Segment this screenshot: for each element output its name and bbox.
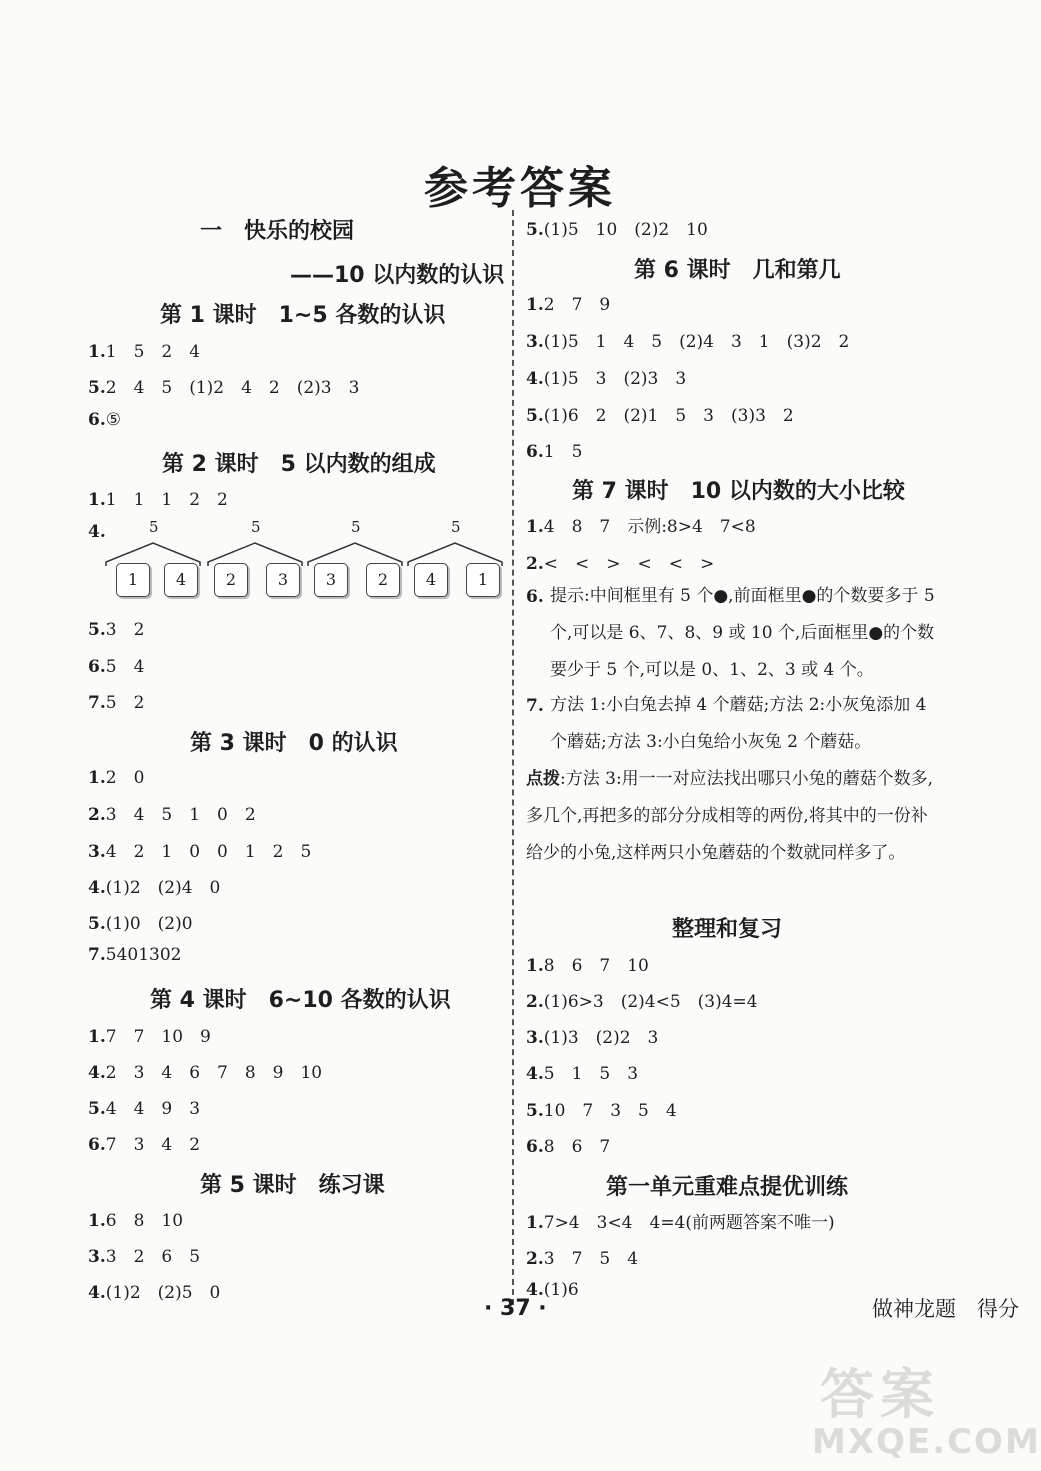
answer-row: 6.1 5 — [526, 442, 583, 462]
watermark-url: MXQE.COM — [812, 1422, 1041, 1462]
answer-row: 3.4 2 1 0 0 1 2 5 — [88, 842, 312, 862]
composition-box: 3 — [314, 563, 348, 597]
composition-total: 5 — [149, 518, 159, 536]
answer-row: 3.(1)5 1 4 5 (2)4 3 1 (3)2 2 — [526, 332, 850, 352]
lesson-3-heading: 第 3 课时 0 的认识 — [190, 731, 398, 756]
question-number: 4. — [88, 522, 106, 542]
answer-row: 1.8 6 7 10 — [526, 956, 649, 976]
composition-box: 4 — [164, 563, 198, 597]
answer-row: 2.3 4 5 1 0 2 — [88, 805, 256, 825]
lesson-2-heading: 第 2 课时 5 以内数的组成 — [162, 452, 436, 477]
answer-row: 5.4 4 9 3 — [88, 1099, 201, 1119]
lesson-4-heading: 第 4 课时 6~10 各数的认识 — [150, 988, 451, 1013]
answer-row: 3.3 2 6 5 — [88, 1247, 201, 1267]
answer-row: 4.(1)5 3 (2)3 3 — [526, 369, 687, 389]
answer-row: 4.(1)2 (2)4 0 — [88, 878, 221, 898]
answer-row: 5.3 2 — [88, 620, 145, 640]
answer-row: 2.< < > < < > — [526, 554, 715, 574]
composition-total: 5 — [351, 518, 361, 536]
composition-box: 1 — [466, 563, 500, 597]
answer-row: 5.(1)5 10 (2)2 10 — [526, 220, 708, 240]
composition-box: 3 — [266, 563, 300, 597]
answer-row: 1.1 5 2 4 — [88, 342, 201, 362]
answer-row: 1.7 7 10 9 — [88, 1027, 211, 1047]
tip-label: 点拨 — [526, 769, 560, 789]
answer-row: 1.7>4 3<4 4=4(前两题答案不唯一) — [526, 1213, 835, 1233]
training-heading: 第一单元重难点提优训练 — [606, 1175, 849, 1200]
answer-row: 5.2 4 5 (1)2 4 2 (2)3 3 — [88, 378, 360, 398]
answer-row: 4.5 1 5 3 — [526, 1064, 639, 1084]
answer-row: 6.⑤ — [88, 410, 121, 430]
lesson-5-heading: 第 5 课时 练习课 — [200, 1173, 385, 1198]
answer-paragraph: 方法 1:小白兔去掉 4 个蘑菇;方法 2:小灰兔添加 4 个蘑菇;方法 3:小白兔给小灰兔 2 个蘑菇。 — [550, 695, 927, 752]
answer-row: 7.5401302 — [88, 945, 182, 965]
brand-text: 做神龙题 得分 — [872, 1297, 1019, 1321]
composition-total: 5 — [251, 518, 261, 536]
review-heading: 整理和复习 — [672, 917, 783, 942]
page-number: · 37 · — [484, 1296, 547, 1321]
answer-row: 6.7 3 4 2 — [88, 1135, 201, 1155]
answer-row: 1.1 1 1 2 2 — [88, 490, 228, 510]
unit-subtitle: ——10 以内数的认识 — [290, 263, 505, 288]
answer-row: 2.3 7 5 4 — [526, 1249, 639, 1269]
lesson-7-heading: 第 7 课时 10 以内数的大小比较 — [572, 479, 905, 504]
answer-row: 4.(1)6 — [526, 1280, 579, 1300]
page-title: 参考答案 — [424, 163, 616, 214]
answer-row: 3.(1)3 (2)2 3 — [526, 1028, 659, 1048]
composition-box: 4 — [414, 563, 448, 597]
composition-box: 2 — [214, 563, 248, 597]
question-number: 6. — [526, 587, 544, 607]
composition-tree-lines — [0, 0, 1000, 600]
answer-row: 5.10 7 3 5 4 — [526, 1101, 677, 1121]
answer-row: 2.(1)6>3 (2)4<5 (3)4=4 — [526, 992, 758, 1012]
lesson-1-heading: 第 1 课时 1~5 各数的认识 — [160, 303, 446, 328]
answer-row: 1.2 0 — [88, 768, 145, 788]
composition-box: 1 — [116, 563, 150, 597]
answer-paragraph: 提示:中间框里有 5 个●,前面框里●的个数要多于 5 个,可以是 6、7、8、9 或 10 个,后面框里●的个数要少于 5 个,可以是 0、1、2、3 或 4 个。 — [550, 586, 935, 680]
answer-row: 1.6 8 10 — [88, 1211, 184, 1231]
answer-row: 6.5 4 — [88, 657, 145, 677]
answer-row: 1.2 7 9 — [526, 295, 611, 315]
question-number: 7. — [526, 696, 544, 716]
unit-title: 一 快乐的校园 — [200, 219, 355, 244]
answer-row: 1.4 8 7 示例:8>4 7<8 — [526, 517, 756, 537]
answer-row: 5.(1)6 2 (2)1 5 3 (3)3 2 — [526, 406, 794, 426]
lesson-6-heading: 第 6 课时 几和第几 — [634, 258, 841, 283]
watermark-logo: 答案 — [820, 1363, 940, 1426]
answer-row: 5.(1)0 (2)0 — [88, 914, 193, 934]
composition-total: 5 — [451, 518, 461, 536]
answer-row: 6.8 6 7 — [526, 1137, 611, 1157]
answer-row: 4.2 3 4 6 7 8 9 10 — [88, 1063, 323, 1083]
answer-row: 4.(1)2 (2)5 0 — [88, 1283, 221, 1303]
tip-paragraph: 点拨:方法 3:用一一对应法找出哪只小兔的蘑菇个数多,多几个,再把多的部分分成相等的两份,将其中的一份补给少的小兔,这样两只小兔蘑菇的个数就同样多了。 — [526, 769, 934, 863]
answer-row: 7.5 2 — [88, 693, 145, 713]
composition-box: 2 — [366, 563, 400, 597]
